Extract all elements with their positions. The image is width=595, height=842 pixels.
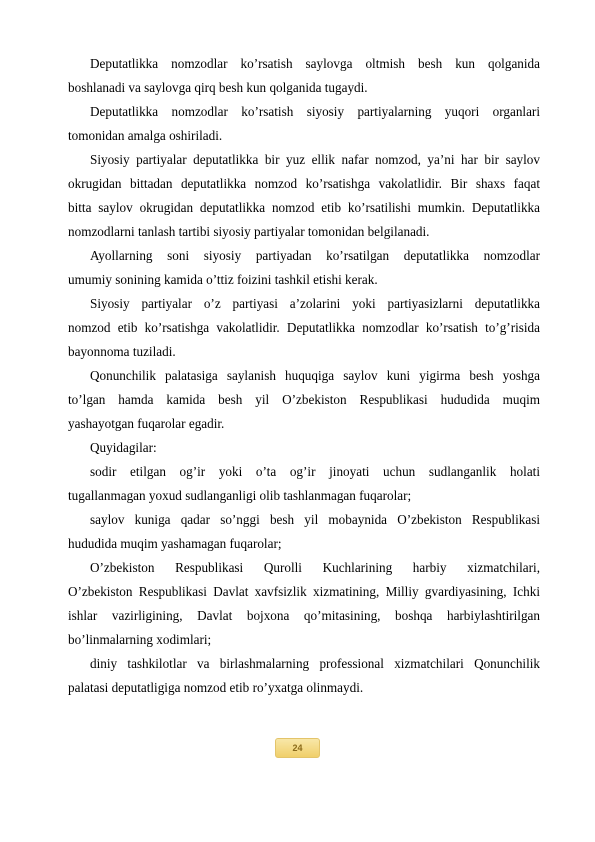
paragraph-line: hududida muqim yashamagan fuqarolar; (68, 536, 282, 551)
paragraph-line: umumiy sonining kamida o’ttiz foizini tashkil etishi kerak. (68, 272, 378, 287)
paragraph-line: Ayollarning soni siyosiy partiyadan ko’rsatilgan deputatlikka nomzodlar (90, 248, 540, 263)
page-number-badge: 24 (275, 738, 320, 758)
paragraph-line: sodir etilgan og’ir yoki o’ta og’ir jinoyati uchun sudlanganlik holati (90, 464, 540, 479)
paragraph-line: bo’linmalarning xodimlari; (68, 632, 212, 647)
paragraph-line: Deputatlikka nomzodlar ko’rsatish saylovga oltmish besh kun qolganida (90, 56, 540, 71)
paragraph-line: O’zbekiston Respublikasi Davlat xavfsizlik xizmatining, Milliy gvardiyasining, Ichki (68, 584, 540, 599)
paragraph-line: ishlar vazirligining, Davlat bojxona qo’mitasining, boshqa harbiylashtirilgan (68, 608, 540, 623)
paragraph-line: nomzod etib ko’rsatishga vakolatlidir. Deputatlikka nomzodlar ko’rsatish to’g’risida (68, 320, 540, 335)
paragraph-line: okrugidan bittadan deputatlikka nomzod ko’rsatishga vakolatlidir. Bir shaxs faqat (68, 176, 540, 191)
paragraph (68, 52, 540, 100)
paragraph-line: bitta saylov okrugidan deputatlikka nomzod etib ko’rsatilishi mumkin. Deputatlikka (68, 200, 540, 215)
paragraph-line: to’lgan hamda kamida besh yil O’zbekiston Respublikasi hududida muqim (68, 392, 540, 407)
paragraph-line: palatasi deputatligiga nomzod etib ro’yxatga olinmaydi. (68, 680, 364, 695)
paragraph (68, 244, 540, 292)
paragraph (68, 100, 540, 148)
paragraph (68, 436, 540, 460)
paragraph-line: Siyosiy partiyalar o’z partiyasi a’zolarini yoki partiyasizlarni deputatlikka (90, 296, 540, 311)
paragraph-line: Siyosiy partiyalar deputatlikka bir yuz ellik nafar nomzod, ya’ni har bir saylov (90, 152, 540, 167)
paragraph-line: nomzodlarni tanlash tartibi siyosiy partiyalar tomonidan belgilanadi. (68, 224, 430, 239)
paragraph (68, 460, 540, 508)
paragraph-line: Qonunchilik palatasiga saylanish huquqiga saylov kuni yigirma besh yoshga (90, 368, 540, 383)
paragraph-line: bayonnoma tuziladi. (68, 344, 176, 359)
paragraph (68, 292, 540, 364)
paragraph-line: yashayotgan fuqarolar egadir. (68, 416, 225, 431)
paragraph-line: boshlanadi va saylovga qirq besh kun qolganida tugaydi. (68, 80, 368, 95)
paragraph (68, 556, 540, 652)
paragraph-line: O’zbekiston Respublikasi Qurolli Kuchlarining harbiy xizmatchilari, (90, 560, 540, 575)
paragraph-line: tomonidan amalga oshiriladi. (68, 128, 223, 143)
paragraph-line: Quyidagilar: (90, 440, 157, 455)
paragraph (68, 508, 540, 556)
paragraph-line: diniy tashkilotlar va birlashmalarning professional xizmatchilari Qonunchilik (90, 656, 540, 671)
paragraph-line: Deputatlikka nomzodlar ko’rsatish siyosiy partiyalarning yuqori organlari (90, 104, 540, 119)
paragraph-line: saylov kuniga qadar so’nggi besh yil mobaynida O’zbekiston Respublikasi (90, 512, 540, 527)
paragraph (68, 364, 540, 436)
paragraph (68, 148, 540, 244)
document-body (68, 52, 540, 700)
paragraph-line: tugallanmagan yoxud sudlanganligi olib tashlanmagan fuqarolar; (68, 488, 412, 503)
paragraph (68, 652, 540, 700)
